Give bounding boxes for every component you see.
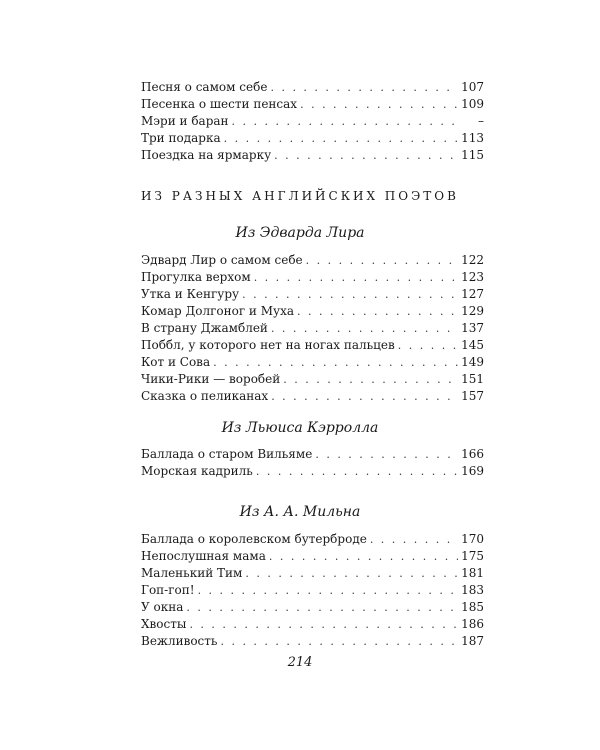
leader-dots — [398, 337, 458, 354]
toc-entry-page: 145 — [461, 338, 484, 352]
page-number: 214 — [287, 655, 313, 670]
leader-dots — [254, 269, 458, 286]
author-heading-lear: Из Эдварда Лира — [235, 225, 365, 241]
toc-entry-title: Вежливость — [141, 634, 218, 648]
toc-entry-page: 109 — [461, 97, 484, 111]
leader-dots — [271, 320, 458, 337]
toc-entry-page: 149 — [461, 355, 484, 369]
toc-group-carroll — [141, 446, 484, 480]
toc-entry-page: 113 — [461, 131, 484, 145]
toc-entry-title: Три подарка — [141, 131, 221, 145]
leader-dots — [270, 79, 458, 96]
leader-dots — [297, 303, 458, 320]
toc-entry-title: Поббл, у которого нет на ногах пальцев — [141, 338, 395, 352]
leader-dots — [189, 616, 458, 633]
toc-entry-page: 123 — [461, 270, 484, 284]
toc-entry-page: 122 — [461, 253, 484, 267]
toc-entry[interactable] — [141, 446, 484, 463]
toc-entry-page: 115 — [461, 148, 484, 162]
toc-entry[interactable] — [141, 582, 484, 599]
toc-entry-page: 107 — [461, 80, 484, 94]
toc-group-lear — [141, 252, 484, 405]
leader-dots — [242, 286, 458, 303]
toc-entry-title: Песня о самом себе — [141, 80, 268, 94]
toc-entry[interactable] — [141, 286, 484, 303]
toc-entry-title: Чики-Рики — воробей — [141, 372, 281, 386]
toc-entry-page: 183 — [461, 583, 484, 597]
toc-entry-title: Хвосты — [141, 617, 187, 631]
leader-dots — [269, 548, 458, 565]
toc-entry[interactable] — [141, 616, 484, 633]
toc-entry-page: 166 — [461, 447, 484, 461]
leader-dots — [224, 130, 458, 147]
toc-entry-page: 129 — [461, 304, 484, 318]
toc-entry-page: 157 — [461, 389, 484, 403]
toc-entry[interactable] — [141, 147, 484, 164]
toc-entry-page: 170 — [461, 532, 484, 546]
toc-entry-title: Маленький Тим — [141, 566, 243, 580]
toc-entry-page: 185 — [461, 600, 484, 614]
toc-entry[interactable] — [141, 599, 484, 616]
leader-dots — [198, 582, 459, 599]
toc-entry-page: 151 — [461, 372, 484, 386]
toc-entry[interactable] — [141, 303, 484, 320]
toc-entry-title: Мэри и баран — [141, 114, 229, 128]
toc-group-milne — [141, 531, 484, 650]
toc-entry-title: Прогулка верхом — [141, 270, 251, 284]
toc-entry-title: Эдвард Лир о самом себе — [141, 253, 303, 267]
toc-entry-title: Баллада о королевском бутерброде — [141, 532, 367, 546]
leader-dots — [300, 96, 458, 113]
toc-entry-page: 187 — [461, 634, 484, 648]
toc-entry[interactable] — [141, 371, 484, 388]
toc-entry-page: 127 — [461, 287, 484, 301]
leader-dots — [370, 531, 458, 548]
toc-entry-page: 175 — [461, 549, 484, 563]
toc-entry[interactable] — [141, 548, 484, 565]
leader-dots — [245, 565, 458, 582]
toc-entry-title: Морская кадриль — [141, 464, 253, 478]
toc-entry[interactable] — [141, 463, 484, 480]
toc-entry[interactable] — [141, 269, 484, 286]
leader-dots — [271, 388, 458, 405]
toc-entry-title: Поездка на ярмарку — [141, 148, 272, 162]
toc-entry-title: У окна — [141, 600, 184, 614]
toc-entry-page: 181 — [461, 566, 484, 580]
toc-entry[interactable] — [141, 388, 484, 405]
toc-entry-page: – — [478, 114, 484, 128]
toc-entry-title: Гоп-гоп! — [141, 583, 195, 597]
leader-dots — [186, 599, 458, 616]
toc-entry[interactable] — [141, 96, 484, 113]
toc-entry-page: 169 — [461, 464, 484, 478]
toc-entry[interactable] — [141, 633, 484, 650]
toc-entry-title: Комар Долгоног и Муха — [141, 304, 295, 318]
toc-entry[interactable] — [141, 354, 484, 371]
toc-entry[interactable] — [141, 337, 484, 354]
toc-entry[interactable] — [141, 320, 484, 337]
leader-dots — [220, 633, 458, 650]
toc-entry-page: 137 — [461, 321, 484, 335]
toc-entry[interactable] — [141, 79, 484, 96]
leader-dots — [274, 147, 458, 164]
toc-entry-page: 186 — [461, 617, 484, 631]
leader-dots — [256, 463, 458, 480]
toc-entry[interactable] — [141, 531, 484, 548]
toc-entry-title: Утка и Кенгуру — [141, 287, 240, 301]
toc-entry-title: Баллада о старом Вильяме — [141, 447, 313, 461]
toc-entry[interactable] — [141, 130, 484, 147]
toc-entry[interactable] — [141, 252, 484, 269]
toc-entry[interactable] — [141, 113, 484, 130]
toc-group-top — [141, 79, 484, 164]
leader-dots — [306, 252, 458, 269]
leader-dots — [315, 446, 458, 463]
author-heading-carroll: Из Льюиса Кэрролла — [221, 420, 379, 436]
toc-entry[interactable] — [141, 565, 484, 582]
leader-dots — [283, 371, 458, 388]
toc-entry-title: Непослушная мама — [141, 549, 266, 563]
toc-entry-title: Кот и Сова — [141, 355, 211, 369]
toc-entry-title: Песенка о шести пенсах — [141, 97, 298, 111]
section-heading: ИЗ РАЗНЫХ АНГЛИЙСКИХ ПОЭТОВ — [141, 189, 459, 203]
author-heading-milne: Из А. А. Мильна — [239, 504, 361, 520]
leader-dots — [213, 354, 458, 371]
leader-dots — [232, 113, 463, 130]
toc-entry-title: В страну Джамблей — [141, 321, 268, 335]
toc-entry-title: Сказка о пеликанах — [141, 389, 269, 403]
